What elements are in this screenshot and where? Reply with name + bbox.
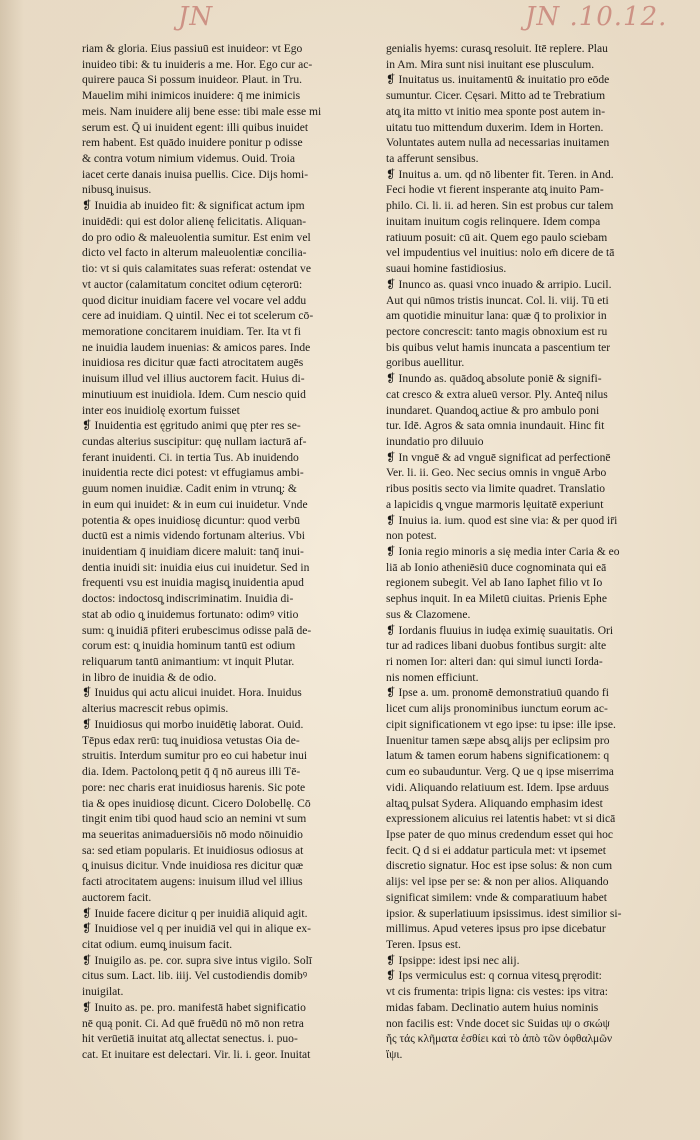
text-column-left <box>82 42 382 1064</box>
text-line: pore: nec charis erat inuidiosus harenis. Sic pote <box>82 781 306 794</box>
text-line: cundas alterius suscipitur: quę nullam iacturā af- <box>82 435 307 448</box>
text-line: ❡ Ipsippe: idest ipsi nec alij. <box>386 954 520 967</box>
text-line: latum & tamen eorum habens significationem: q <box>386 750 610 763</box>
text-line: do pro odio & maleuolentia sumitur. Est enim vel <box>82 231 311 244</box>
text-line: citus sum. Lact. lib. iiij. Vel custodiendis domibꝰ <box>82 970 308 983</box>
text-line: dentia inuidi sit: inuidia eius cui inuidetur. Sed in <box>82 561 310 574</box>
text-line: cipit significationem vt ego ipse: tu ipse: ille ipse. <box>386 718 616 731</box>
text-line: iacet certe danais inuisa puellis. Cice. Dijs homi- <box>82 168 309 181</box>
text-line: serum est. Q̄ ui inuident egent: illi quibus inuidet <box>82 121 309 134</box>
text-line: ❡ Inuidiose vel q per inuidiā vel qui in alique ex- <box>82 923 312 936</box>
text-line: inuidentiam q̄ inuidiam dicere maluit: tanq̄ inui- <box>82 546 304 558</box>
text-line: vt cis frumenta: tripis ligna: cis vestes: ips vitra: <box>386 986 608 999</box>
text-line: significat similem: vnde & comparatiuum habet <box>386 891 607 904</box>
text-line: cum eo subauduntur. Verg. Q ue q ipse miserrima <box>386 766 614 779</box>
text-line: memoratione concitarem inuidiam. Ter. Ita vt fi <box>82 325 301 338</box>
text-line: vel impudentius vel inuitius: nolo em̄ dicere de tā <box>386 247 615 260</box>
text-line: inter eos inuidiolę exortum fuisset <box>82 404 240 417</box>
text-line: ❡ Ips vermiculus est: q cornua vitesq̧ pręrodit: <box>386 970 602 983</box>
text-line: non potest. <box>386 530 437 543</box>
text-line: sumuntur. Cicer. Cęsari. Mitto ad te Trebratium <box>386 90 606 103</box>
text-line: & contra votum nimium videmus. Ouid. Troia <box>82 153 295 166</box>
text-line: quod dicitur inuidiam facere vel vocare vel addu <box>82 294 307 307</box>
text-line: ta afferunt sensibus. <box>386 153 479 166</box>
text-line: rem habent. Est quādo inuidere ponitur p odisse <box>82 137 303 150</box>
text-column-right <box>386 42 686 1064</box>
text-line: q̧ inuisus dicitur. Vnde inuidiosa res dicitur quæ <box>82 860 304 873</box>
text-line: sus & Clazomene. <box>386 608 471 621</box>
text-line: ri nomen Ior: alteri dan: qui simul iuncti Iorda- <box>386 656 603 669</box>
text-line: ❡ Ipse a. um. pronomē demonstratiuū quando fi <box>386 687 609 700</box>
text-line: tia & opes inuidiosę dicunt. Cicero Dolobellę. Cō <box>82 797 311 810</box>
text-line: corum est: q̧ inuidia hominum tantū est odium <box>82 640 296 653</box>
text-line: nē quą ponit. Ci. Ad quē fruēdū nō mō non retra <box>82 1017 304 1030</box>
text-line: ἴψι. <box>386 1049 403 1061</box>
text-line: atq̧ ita mitto vt initio mea sponte post autem in- <box>386 105 606 118</box>
text-line: am quotidie minuitur lana: quæ q̄ to prolixior in <box>386 310 607 323</box>
text-line: midas fabam. Declinatio autem huius nominis <box>386 1001 599 1014</box>
text-line: ❡ Inuide facere dicitur q per inuidiā aliquid agit. <box>82 907 308 920</box>
text-line: ferant inuidenti. Ci. in tertia Tus. Ab inuidendo <box>82 451 299 464</box>
text-line: inuidēdi: qui est dolor alienę felicitatis. Aliquan- <box>82 215 307 228</box>
text-line: inuidiosa res dicitur quæ facti atrocitatem augēs <box>82 357 304 370</box>
text-line: inuisum illud vel illius auctorem facit. Huius di- <box>82 373 305 386</box>
text-line: citat odium. eumq̧ inuisum facit. <box>82 938 233 951</box>
text-line: tingit enim tibi quod haud scio an nemini vt sum <box>82 813 307 826</box>
text-line: non facilis est: Vnde docet sic Suidas ιψ ο σκώψ <box>386 1017 610 1030</box>
text-line: in libro de inuidia & de odio. <box>82 671 217 684</box>
text-line: frequenti vsu est inuidia magisq̧ inuidentia apud <box>82 577 304 590</box>
text-line: Ver. li. ii. Geo. Nec secius omnis in vnguē Arbo <box>386 467 607 480</box>
text-line: ipsior. & superlatiuum ipsissimus. idest similior si- <box>386 907 622 920</box>
text-line: goribus auellitur. <box>386 357 465 370</box>
text-line: dicto vel facto in alterum maleuolentiæ concilia- <box>82 247 307 260</box>
text-line: inuidentia recte dici potest: vt effugiamus ambi- <box>82 467 304 480</box>
text-line: altaq̧ pulsat Sydera. Aliquando emphasim idest <box>386 797 603 810</box>
text-line: ❡ Inuidentia est ęgritudo animi quę pter res se- <box>82 420 301 433</box>
text-line: ribus positis secto via limite quadret. Translatio <box>386 483 606 496</box>
text-line: struitis. Interdum sumitur pro eo cui habetur inui <box>82 750 308 763</box>
text-line: hit verūetiā inuitat atq̧ allectat senectus. i. puo- <box>82 1033 298 1046</box>
text-line: nibusq̧ inuisus. <box>82 184 152 197</box>
text-line: Inuenitur tamen sæpe absq̧ alijs per eclipsim pro <box>386 734 610 747</box>
text-line: in eum qui inuidet: & in eum cui inuidetur. Vnde <box>82 498 308 511</box>
text-line: inuideo tibi: & tu inuideris a me. Hor. Ego cur ac- <box>82 58 313 71</box>
text-line: guum nomen inuidiæ. Cadit enim in vtrunq̧: & <box>82 483 297 496</box>
text-line: pectore concrescit: tanto magis obnoxium est ru <box>386 325 608 338</box>
text-line: fecit. Q d si ei addatur particula met: vt ipsemet <box>386 844 606 857</box>
text-line: ❡ Inuidia ab inuideo fit: & significat actum ipm <box>82 200 305 213</box>
text-line: regionem subegit. Vel ab Iano Iaphet filio vt Io <box>386 577 603 590</box>
text-line: ❡ Inuidiosus qui morbo inuidētię laborat. Ouid. <box>82 718 304 731</box>
text-line: a lapicidis q̧ vngue marmoris lęuitatē experiunt <box>386 498 604 511</box>
text-line: ❡ Inuius ia. ium. quod est sine via: & per quod ir̄i <box>386 514 618 527</box>
text-line: liā ab Ionio atheniēsiū duce cognominata qui eā <box>386 561 607 574</box>
header-mark-left: JN <box>178 2 214 32</box>
text-line: licet cum alijs pronominibus iunctum eorum ac- <box>386 703 608 716</box>
text-line: Feci hodie vt fierent insperante atq̧ inuito Pam- <box>386 184 604 197</box>
text-line: sum: q̧ inuidiā pfiteri erubescimus odisse palā de- <box>82 624 312 637</box>
header-mark-right: JN .10.12. <box>525 2 668 32</box>
text-line: expressionem alicuius rei latentis habet: vt si dicā <box>386 813 616 826</box>
text-line: ❡ Inuitus a. um. qd nō libenter fit. Teren. in And. <box>386 168 614 181</box>
text-line: sa: sed etiam popularis. Et inuidiosus odiosus at <box>82 844 304 857</box>
text-line: ❡ Inuidus qui actu alicui inuidet. Hora. Inuidus <box>82 687 302 700</box>
text-line: cere ad inuidiam. Q uintil. Nec ei tot scelerum cō- <box>82 310 314 323</box>
text-line: tio: vt si quis calamitates suas referat: ostendat ve <box>82 263 311 276</box>
text-line: in Am. Mira sunt nisi inuitant ese plusculum. <box>386 58 595 71</box>
text-line: ma seueritas animaduersiōis nō modo nōinuidio <box>82 828 303 841</box>
text-line: inundatio pro diluuio <box>386 435 484 448</box>
text-line: inundaret. Quandoq̧ actiue & pro ambulo poni <box>386 404 600 417</box>
text-line: suaui homine fastidiosius. <box>386 263 507 276</box>
text-line: quirere pauca Si possum inuideor. Plaut. in Tru. <box>82 74 303 87</box>
text-line: Ipse pater de quo minus credendum esset qui hoc <box>386 828 614 841</box>
text-line: reliquarum tantū animantium: vt inquit Plutar. <box>82 656 295 669</box>
text-line: minutiuum est inuidiola. Idem. Cum nescio quid <box>82 388 306 401</box>
text-line: vt auctor (calamitatum concitet odium cęterorū: <box>82 278 303 291</box>
text-line: dia. Idem. Pactolonq̧ petit q̄ q̄ nō aureus illi Tē- <box>82 766 301 779</box>
text-line: ratiuum posuit: cū ait. Quem ego paulo sciebam <box>386 231 608 244</box>
text-line: ❡ Iordanis fluuius in iudęa eximię suauitatis. Ori <box>386 624 614 637</box>
text-line: nis nomen efficiunt. <box>386 671 479 684</box>
text-line: sephus inquit. In ea Miletū ciuitas. Prienis Ephe <box>386 593 607 606</box>
text-line: inuitam inuitum cogis relinquere. Idem compa <box>386 215 601 228</box>
text-line: ne inuidia laudem inuenias: & amicos pares. Inde <box>82 341 311 354</box>
text-line: alterius macrescit rebus opimis. <box>82 703 229 716</box>
text-line: inuigilat. <box>82 986 124 999</box>
text-line: philo. Ci. li. ii. ad heren. Sin est probus cur talem <box>386 200 614 213</box>
text-line: doctos: indoctosq̧ indiscriminatim. Inuidia di- <box>82 593 294 606</box>
text-line: bis quibus velut hamis inuncata a pascentium ter <box>386 341 611 354</box>
text-line: Tēpus edax rerū: tuq̧ inuidiosa vetustas Oia de- <box>82 734 300 747</box>
text-line: ❡ Inunco as. quasi vnco inuado & arripio. Lucil. <box>386 278 612 291</box>
text-line: stat ab odio q̧ inuidemus fortunato: odimꝰ vitio <box>82 608 299 621</box>
text-line: ❡ Inuitatus us. inuitamentū & inuitatio pro eōde <box>386 74 610 87</box>
text-line: cat cresco & extra alueū versor. Ply. Anteq̄ nilus <box>386 388 608 401</box>
text-line: ❡ Inundo as. quādoq̧ absolute poniē & signifi- <box>386 373 602 386</box>
text-line: ❡ Ionia regio minoris a się media inter Caria & eo <box>386 546 620 558</box>
text-line: potentia & opes inuidiosę dicuntur: quod verbū <box>82 514 301 527</box>
text-line: cat. Et inuitare est delectari. Vir. li. i. geor. Inuitat <box>82 1049 311 1061</box>
page-gutter-shadow <box>0 0 24 1140</box>
text-line: vidi. Aliquando relatiuum est. Idem. Ipse arduus <box>386 781 609 794</box>
text-line: tur ad radices libani duobus fontibus surgit: alte <box>386 640 607 653</box>
text-line: Aut qui nūmos tristis inuncat. Col. li. viij. Tū eti <box>386 294 609 307</box>
text-line: Teren. Ipsus est. <box>386 938 461 951</box>
text-line: ❡ Inuito as. pe. pro. manifestā habet significatio <box>82 1001 306 1014</box>
text-line: tur. Idē. Agros & sata omnia inundauit. Hinc fit <box>386 420 605 433</box>
text-line: ductū est a nimis videndo fortunam alterius. Vbi <box>82 530 305 543</box>
text-line: genialis hyems: curasq̧ resoluit. Itē replere. Plau <box>386 43 608 55</box>
text-line: millimus. Apud veteres ipsus pro ipse dicebatur <box>386 923 606 936</box>
text-line: ἥς τάς κλῆματα ἐσθίει καὶ τὸ ἀπὸ τῶν ὀφθαλμῶν <box>386 1033 613 1046</box>
text-line: meis. Nam inuidere alij bene esse: tibi male esse mi <box>82 105 322 118</box>
text-line: ❡ Inuigilo as. pe. cor. supra sive intus vigilo. Solī <box>82 954 313 967</box>
text-line: alijs: vel ipse per se: & non per alios. Aliquando <box>386 876 609 889</box>
text-line: uitatu tuo mittendum duxerim. Idem in Horten. <box>386 121 604 134</box>
text-line: Voluntates autem nulla ad necessarias inuitamen <box>386 137 610 150</box>
text-line: riam & gloria. Eius passiuū est inuideor: vt Ego <box>82 43 303 55</box>
text-line: discretio signatur. Hoc est ipse solus: & non cum <box>386 860 613 873</box>
text-line: Mauelim mihi inimicos inuidere: q̄ me inimicis <box>82 90 301 103</box>
text-line: ❡ In vnguē & ad vnguē significat ad perfectionē <box>386 451 611 464</box>
text-line: facti atrocitatem augens: inuisum illud vel illius <box>82 876 303 889</box>
text-line: auctorem facit. <box>82 891 152 904</box>
